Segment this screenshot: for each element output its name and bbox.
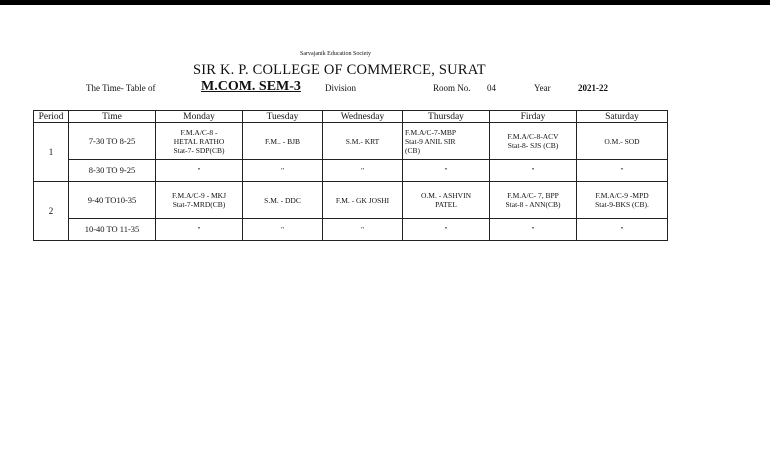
cell-line: F.M.A/C-9 - MKJ <box>172 191 226 200</box>
room-label: Room No. <box>433 83 471 93</box>
class-cell-friday <box>490 123 577 160</box>
cell-line: F.M.A/C-9 -MPD <box>595 191 649 200</box>
cell-line: HETAL RATHO <box>173 136 225 146</box>
table-row <box>34 182 668 219</box>
cell-line: " <box>620 225 624 234</box>
class-name: M.COM. SEM-3 <box>201 79 301 94</box>
class-cell-thursday <box>403 160 490 182</box>
col-header-saturday: Saturday <box>577 111 668 123</box>
college-title: SIR K. P. COLLEGE OF COMMERCE, SURAT <box>193 62 486 78</box>
cell-line: Stat-9 ANIL SIR <box>405 136 456 146</box>
division-label: Division <box>325 83 357 93</box>
cell-line: F.M.A/C-7-MBP <box>405 127 457 137</box>
class-cell-saturday <box>577 123 668 160</box>
cell-line: F.M.A/C-8 - <box>180 127 218 137</box>
cell-line: " <box>531 225 535 234</box>
class-cell-thursday <box>403 219 490 241</box>
cell-line: " <box>360 166 365 175</box>
cell-line: Stat-8- SJS (CB) <box>507 141 559 150</box>
time-cell: 8-30 TO 9-25 <box>69 160 156 182</box>
class-cell-wednesday <box>323 160 403 182</box>
cell-line: F.M. - GK JOSHI <box>335 195 390 205</box>
cell-line: F.M.. - BJB <box>264 136 301 146</box>
cell-line: " <box>360 225 365 234</box>
cell-line: (CB) <box>405 145 420 155</box>
cell-line: PATEL <box>435 200 457 209</box>
class-cell-tuesday <box>243 160 323 182</box>
class-cell-saturday <box>577 219 668 241</box>
col-header-monday: Monday <box>156 111 243 123</box>
class-cell-tuesday <box>243 182 323 219</box>
class-cell-wednesday <box>323 123 403 160</box>
class-cell-monday <box>156 219 243 241</box>
class-cell-thursday <box>403 182 490 219</box>
table-row <box>34 160 668 182</box>
room-value: 04 <box>487 83 496 93</box>
cell-line: " <box>197 166 201 175</box>
society-name: Sarvajanik Education Society <box>300 51 371 57</box>
class-cell-friday <box>490 182 577 219</box>
class-cell-tuesday <box>243 123 323 160</box>
timetable <box>33 110 668 241</box>
col-header-friday: Firday <box>490 111 577 123</box>
cell-line: " <box>280 225 285 234</box>
class-cell-thursday <box>403 123 490 160</box>
col-header-tuesday: Tuesday <box>243 111 323 123</box>
cell-line: Stat-7-MRD(CB) <box>172 200 226 209</box>
col-header-time: Time <box>69 111 156 123</box>
cell-line: " <box>444 225 448 234</box>
class-cell-friday <box>490 160 577 182</box>
cell-line: " <box>280 166 285 175</box>
table-row <box>34 219 668 241</box>
timetable-label: The Time- Table of <box>86 83 156 93</box>
time-cell: 7-30 TO 8-25 <box>69 123 156 160</box>
year-label: Year <box>534 83 551 93</box>
table-row <box>34 123 668 160</box>
cell-line: F.M.A/C-8-ACV <box>507 132 559 141</box>
cell-line: " <box>620 166 624 175</box>
class-cell-saturday <box>577 160 668 182</box>
cell-line: Stat-8 - ANN(CB) <box>505 200 561 209</box>
col-header-wednesday: Wednesday <box>323 111 403 123</box>
cell-line: S.M.- KRT <box>345 136 380 146</box>
cell-line: Stat-9-BKS (CB). <box>595 200 649 209</box>
cell-line: O.M.- SOD <box>604 136 640 146</box>
time-cell: 10-40 TO 11-35 <box>69 219 156 241</box>
cell-line: F.M.A/C- 7, BPP <box>507 191 559 200</box>
cell-line: " <box>444 166 448 175</box>
class-cell-wednesday <box>323 182 403 219</box>
period-cell: 1 <box>34 123 69 182</box>
class-cell-saturday <box>577 182 668 219</box>
col-header-thursday: Thursday <box>403 111 490 123</box>
col-header-period: Period <box>34 111 69 123</box>
cell-line: S.M. - DDC <box>264 195 301 205</box>
cell-line: Stat-7- SDP(CB) <box>173 145 225 155</box>
cell-line: O.M. - ASHVIN <box>420 191 471 200</box>
year-value: 2021-22 <box>578 83 608 93</box>
period-cell: 2 <box>34 182 69 241</box>
header-row <box>34 111 668 123</box>
class-cell-wednesday <box>323 219 403 241</box>
class-cell-friday <box>490 219 577 241</box>
top-border-bar <box>0 0 770 5</box>
class-cell-monday <box>156 160 243 182</box>
cell-line: " <box>197 225 201 234</box>
class-cell-tuesday <box>243 219 323 241</box>
class-cell-monday <box>156 123 243 160</box>
cell-line: " <box>531 166 535 175</box>
time-cell: 9-40 TO10-35 <box>69 182 156 219</box>
class-cell-monday <box>156 182 243 219</box>
